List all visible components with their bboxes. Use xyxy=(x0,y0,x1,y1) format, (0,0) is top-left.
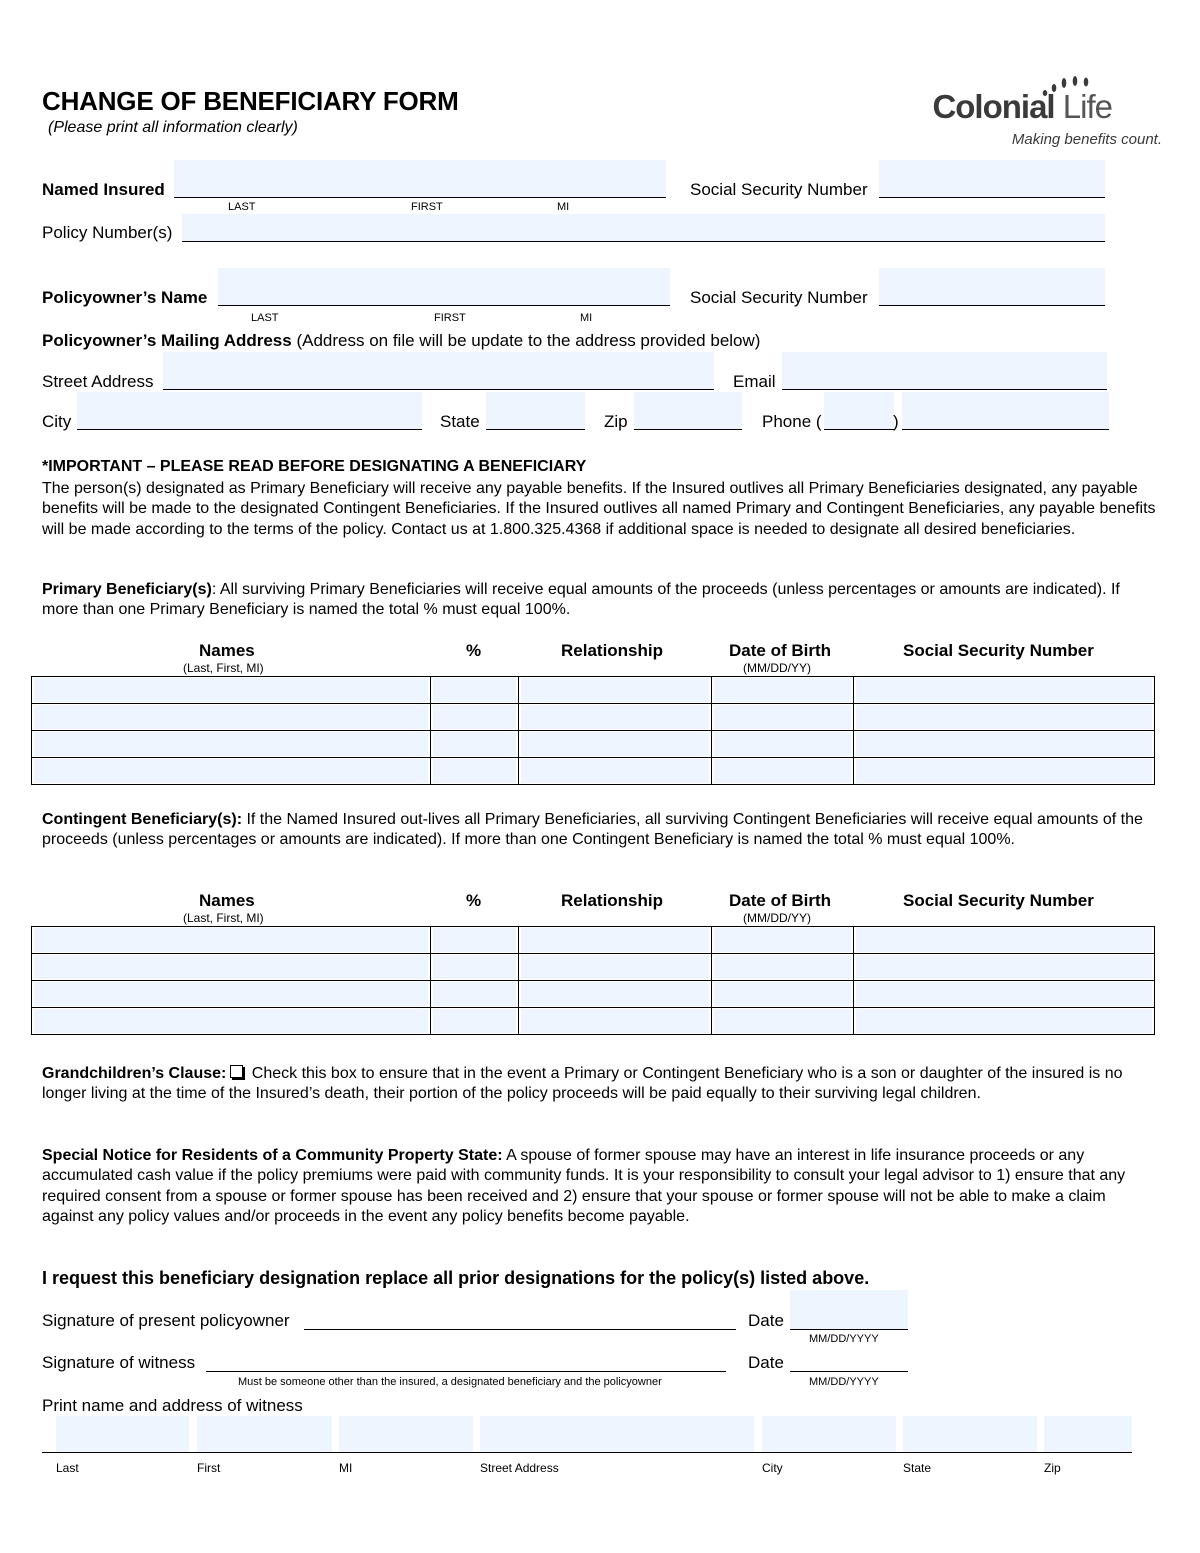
contingent-relationship-cell[interactable] xyxy=(521,982,710,1006)
phone-area-line xyxy=(824,429,894,430)
street-address-line xyxy=(163,389,714,390)
owner-first-caption: FIRST xyxy=(434,312,466,324)
company-logo: Colonial Life xyxy=(932,88,1112,125)
table-row xyxy=(32,731,1155,758)
table-row xyxy=(32,954,1155,981)
insured-first-caption: FIRST xyxy=(411,201,443,213)
witness-col-first: First xyxy=(197,1461,221,1475)
witness-state-field[interactable] xyxy=(903,1416,1037,1452)
state-label: State xyxy=(440,412,480,431)
primary-col-ssn: Social Security Number xyxy=(903,641,1094,660)
witness-last-field[interactable] xyxy=(56,1416,189,1452)
contingent-col-names-sub: (Last, First, MI) xyxy=(183,911,264,925)
table-row xyxy=(32,677,1155,704)
grandchildren-checkbox[interactable] xyxy=(230,1065,243,1078)
community-property-notice: Special Notice for Residents of a Community Property State: A spouse of former spouse may have an interest in life insurance proceeds or any accumulated cash value if the policy premiums were paid with community funds. It is your responsibility to consult your legal advisor to 1) ensure that any required consent from a spouse or former spouse has been received and 2) ensure that your spouse or former spouse will not be able to make a claim against any policy values and/or proceeds in the event any policy benefits become payable. xyxy=(42,1147,1126,1225)
owner-name-line xyxy=(218,305,670,306)
owner-ssn-field[interactable] xyxy=(879,268,1105,306)
email-label: Email xyxy=(733,372,776,391)
witness-address-line xyxy=(42,1452,1132,1453)
primary-name-cell[interactable] xyxy=(34,678,428,702)
contingent-percent-cell[interactable] xyxy=(433,928,516,952)
primary-percent-cell[interactable] xyxy=(433,678,516,702)
primary-ssn-cell[interactable] xyxy=(856,759,1152,783)
witness-street-field[interactable] xyxy=(480,1416,754,1452)
contingent-percent-cell[interactable] xyxy=(433,982,516,1006)
phone-area-code-field[interactable] xyxy=(824,392,894,430)
primary-beneficiary-table xyxy=(31,676,1155,785)
contingent-percent-cell[interactable] xyxy=(433,1009,516,1033)
table-row xyxy=(32,704,1155,731)
contingent-name-cell[interactable] xyxy=(34,1009,428,1033)
city-line xyxy=(77,429,422,430)
witness-col-last: Last xyxy=(56,1461,79,1475)
insured-ssn-field[interactable] xyxy=(879,160,1105,198)
email-line xyxy=(782,389,1107,390)
insured-mi-caption: MI xyxy=(557,201,570,213)
contingent-col-percent: % xyxy=(466,891,482,910)
contingent-relationship-cell[interactable] xyxy=(521,928,710,952)
street-address-field[interactable] xyxy=(163,352,714,390)
primary-col-dob-sub: (MM/DD/YY) xyxy=(743,661,811,675)
primary-dob-cell[interactable] xyxy=(714,678,851,702)
named-insured-label: Named Insured xyxy=(42,180,165,199)
owner-mi-caption: MI xyxy=(580,312,593,324)
contingent-name-cell[interactable] xyxy=(34,982,428,1006)
owner-ssn-label: Social Security Number xyxy=(690,288,868,307)
designation-request: I request this beneficiary designation replace all prior designations for the policy(s) listed above. xyxy=(42,1268,870,1288)
insured-ssn-line xyxy=(879,197,1105,198)
witness-date-line[interactable] xyxy=(790,1371,908,1372)
table-row xyxy=(32,758,1155,785)
policy-number-field[interactable] xyxy=(182,214,1105,241)
primary-beneficiary-text: Primary Beneficiary(s): All surviving Primary Beneficiaries will receive equal amounts of the proceeds (unless percentages or amounts are indicated). If more than one Primary Beneficiary is named the total % must equal 100%. xyxy=(42,581,1120,619)
witness-note: Must be someone other than the insured, a designated beneficiary and the policyowner xyxy=(238,1376,662,1388)
witness-col-mi: MI xyxy=(339,1461,353,1475)
important-text: The person(s) designated as Primary Beneficiary will receive any payable benefits. If the Insured outlives all Primary Beneficiaries designated, any payable benefits will be made to the designated Contingent Beneficiaries. If the Insured outlives all named Primary and Contingent Beneficiaries, any payable benefits will be made according to the terms of the policy. Contact us at 1.800.325.4368 if additional space is needed to designate all desired beneficiaries. xyxy=(42,480,1156,538)
witness-zip-field[interactable] xyxy=(1044,1416,1132,1452)
contingent-col-relationship: Relationship xyxy=(561,891,664,910)
primary-col-names-sub: (Last, First, MI) xyxy=(183,661,264,675)
table-row xyxy=(32,981,1155,1008)
primary-col-percent: % xyxy=(466,641,482,660)
email-field[interactable] xyxy=(782,352,1107,390)
mailing-address-heading: Policyowner’s Mailing Address (Address on file will be update to the address provided below) xyxy=(42,331,761,350)
primary-dob-cell[interactable] xyxy=(714,732,851,756)
form-title: CHANGE OF BENEFICIARY FORM xyxy=(42,86,459,116)
contingent-col-dob-sub: (MM/DD/YY) xyxy=(743,911,811,925)
primary-relationship-cell[interactable] xyxy=(521,759,710,783)
witness-signature-label: Signature of witness xyxy=(42,1353,196,1372)
primary-col-dob: Date of Birth xyxy=(729,641,831,660)
form-subtitle: (Please print all information clearly) xyxy=(48,119,298,136)
city-label: City xyxy=(42,412,72,431)
contingent-dob-cell[interactable] xyxy=(714,982,851,1006)
witness-print-label: Print name and address of witness xyxy=(42,1396,303,1415)
owner-date-label: Date xyxy=(748,1311,784,1330)
owner-ssn-line xyxy=(879,305,1105,306)
phone-label: Phone ( xyxy=(762,412,822,431)
table-row xyxy=(32,927,1155,954)
table-row xyxy=(32,1008,1155,1035)
primary-ssn-cell[interactable] xyxy=(856,705,1152,729)
witness-col-city: City xyxy=(762,1461,783,1475)
insured-ssn-label: Social Security Number xyxy=(690,180,868,199)
state-line xyxy=(486,429,585,430)
phone-number-line xyxy=(902,429,1109,430)
city-field[interactable] xyxy=(77,392,422,430)
contingent-dob-cell[interactable] xyxy=(714,955,851,979)
primary-relationship-cell[interactable] xyxy=(521,705,710,729)
named-insured-field[interactable] xyxy=(174,160,666,198)
witness-col-zip: Zip xyxy=(1044,1461,1061,1475)
contingent-relationship-cell[interactable] xyxy=(521,955,710,979)
primary-relationship-cell[interactable] xyxy=(521,732,710,756)
phone-paren-close: ) xyxy=(893,412,899,431)
primary-percent-cell[interactable] xyxy=(433,732,516,756)
owner-name-label: Policyowner’s Name xyxy=(42,288,208,307)
phone-number-field[interactable] xyxy=(902,392,1109,430)
owner-signature-label: Signature of present policyowner xyxy=(42,1311,290,1330)
contingent-col-names: Names xyxy=(199,891,255,910)
owner-date-format: MM/DD/YYYY xyxy=(809,1333,879,1345)
contingent-ssn-cell[interactable] xyxy=(856,955,1152,979)
contingent-ssn-cell[interactable] xyxy=(856,1009,1152,1033)
witness-city-field[interactable] xyxy=(762,1416,896,1452)
witness-signature-line[interactable] xyxy=(206,1371,726,1372)
primary-name-cell[interactable] xyxy=(34,705,428,729)
policy-number-label: Policy Number(s) xyxy=(42,223,173,242)
contingent-beneficiary-text: Contingent Beneficiary(s): If the Named Insured out-lives all Primary Beneficiaries, all surviving Contingent Beneficiaries will receive equal amounts of the proceeds (unless percentages or amounts are indicated). If more than one Contingent Beneficiary is named the total % must equal 100%. xyxy=(42,811,1143,849)
primary-col-relationship: Relationship xyxy=(561,641,664,660)
zip-line xyxy=(634,429,742,430)
primary-name-cell[interactable] xyxy=(34,759,428,783)
zip-field[interactable] xyxy=(634,392,742,430)
primary-name-cell[interactable] xyxy=(34,732,428,756)
insured-last-caption: LAST xyxy=(228,201,256,213)
witness-date-label: Date xyxy=(748,1353,784,1372)
grandchildren-clause: Grandchildren’s Clause: Check this box to ensure that in the event a Primary or Contingent Beneficiary who is a son or daughter of the insured is no longer living at the time of the Insured’s death, their portion of the policy proceeds will be paid equally to their surviving legal children. xyxy=(42,1065,1123,1103)
witness-date-format: MM/DD/YYYY xyxy=(809,1376,879,1388)
witness-col-state: State xyxy=(903,1461,932,1475)
contingent-dob-cell[interactable] xyxy=(714,1009,851,1033)
contingent-col-dob: Date of Birth xyxy=(729,891,831,910)
contingent-beneficiary-table xyxy=(31,926,1155,1035)
policy-number-line xyxy=(182,241,1105,242)
contingent-relationship-cell[interactable] xyxy=(521,1009,710,1033)
owner-last-caption: LAST xyxy=(251,312,279,324)
primary-percent-cell[interactable] xyxy=(433,759,516,783)
contingent-percent-cell[interactable] xyxy=(433,955,516,979)
primary-percent-cell[interactable] xyxy=(433,705,516,729)
primary-dob-cell[interactable] xyxy=(714,705,851,729)
witness-first-field[interactable] xyxy=(197,1416,332,1452)
owner-name-field[interactable] xyxy=(218,268,670,306)
contingent-name-cell[interactable] xyxy=(34,928,428,952)
primary-col-names: Names xyxy=(199,641,255,660)
state-field[interactable] xyxy=(486,392,585,430)
company-tagline: Making benefits count. xyxy=(1011,131,1162,148)
contingent-ssn-cell[interactable] xyxy=(856,982,1152,1006)
zip-label: Zip xyxy=(604,412,628,431)
contingent-name-cell[interactable] xyxy=(34,955,428,979)
important-heading: *IMPORTANT – PLEASE READ BEFORE DESIGNATING A BENEFICIARY xyxy=(42,458,587,475)
contingent-col-ssn: Social Security Number xyxy=(903,891,1094,910)
owner-date-field[interactable] xyxy=(790,1290,908,1330)
contingent-ssn-cell[interactable] xyxy=(856,928,1152,952)
witness-col-street: Street Address xyxy=(480,1461,559,1475)
contingent-dob-cell[interactable] xyxy=(714,928,851,952)
primary-dob-cell[interactable] xyxy=(714,759,851,783)
street-address-label: Street Address xyxy=(42,372,154,391)
primary-ssn-cell[interactable] xyxy=(856,678,1152,702)
owner-date-line xyxy=(790,1329,908,1330)
primary-relationship-cell[interactable] xyxy=(521,678,710,702)
owner-signature-line[interactable] xyxy=(304,1329,736,1330)
witness-mi-field[interactable] xyxy=(339,1416,473,1452)
primary-ssn-cell[interactable] xyxy=(856,732,1152,756)
named-insured-line xyxy=(174,197,666,198)
